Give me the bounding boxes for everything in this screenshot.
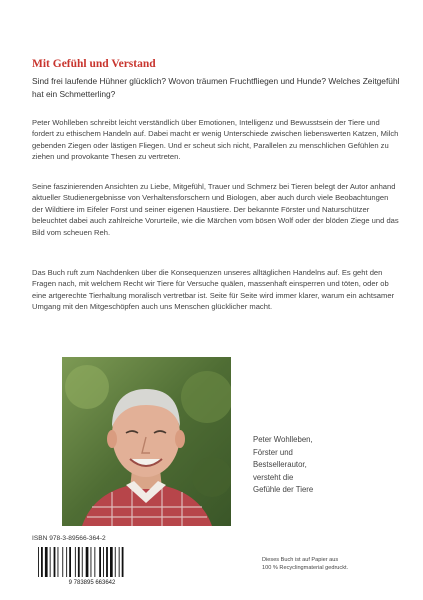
- barcode-bar: [45, 547, 48, 577]
- barcode-bar: [110, 547, 113, 577]
- barcode-bar: [78, 547, 80, 577]
- paragraph-2: Seine faszinierenden Ansichten zu Liebe, Mitgefühl, Trauer und Schmerz bei Tieren belegt der Autor anhand aktueller Studienergebnisse von Verhaltensforschern und Biologen, aber auch durch viele Beobachtungen der Wildtiere im Eifeler Forst und seiner eigenen Haustiere. Der bekannte Förster und Naturschützer beleuchtet dabei auch zahlreiche Vorurteile, wie die Märchen vom bösen Wolf oder der blöden Ziege und das Bild vom scheuen Reh.: [32, 182, 399, 237]
- barcode-bars: [38, 547, 124, 577]
- barcode-bar: [99, 547, 101, 577]
- author-portrait-illustration: [62, 357, 231, 526]
- barcode-bar: [66, 547, 67, 577]
- section-title: Mit Gefühl und Verstand: [32, 58, 156, 70]
- caption-line: Peter Wohlleben,: [253, 435, 313, 444]
- caption-line: versteht die: [253, 472, 294, 482]
- author-caption: [253, 434, 363, 497]
- isbn-label: ISBN 978-3-89566-364-2: [32, 535, 106, 542]
- recycling-note: [262, 556, 412, 572]
- caption-line: Förster und: [253, 447, 293, 457]
- paragraph-1: Peter Wohlleben schreibt leicht verständlich über Emotionen, Intelligenz und Bewusstsein der Tiere und fordert zu ethischem Handeln auf. Dabei macht er wenig Unterschiede zwischen liebenswerten Katzen, Milch gebenden Ziegen oder lästigen Fliegen. Und er scheut sich nicht, Parallelen zu menschlichen Gefühlen zu ziehen und provokante Thesen zu vertreten.: [32, 118, 399, 162]
- recycling-line: 100 % Recyclingmaterial gedruckt.: [262, 565, 349, 572]
- author-photo: [62, 357, 231, 526]
- barcode-bar: [115, 547, 116, 577]
- barcode-bar: [119, 547, 120, 577]
- barcode-bar: [50, 547, 51, 577]
- paragraph-3: Das Buch ruft zum Nachdenken über die Konsequenzen unseres alltäglichen Handelns auf. Es geht den Fragen nach, mit welchem Recht wir Tiere für Versuche quälen, massenhaft einsperren und töten, oder ob eine artgerechte Tierhaltung moralisch vertretbar ist. Seite für Seite wird immer klarer, warum ein achtsamer Umgang mit den Mitgeschöpfen auch uns Menschen glücklicher macht.: [32, 268, 395, 312]
- barcode: [32, 545, 152, 585]
- caption-line: Gefühle der Tiere: [253, 485, 314, 495]
- caption-line: Bestsellerautor,: [253, 460, 307, 470]
- barcode-bar: [103, 547, 104, 577]
- barcode-bar: [58, 547, 59, 577]
- barcode-bar: [38, 547, 39, 577]
- barcode-bar: [62, 547, 63, 577]
- barcode-bar: [41, 547, 43, 577]
- recycling-line: Dieses Buch ist auf Papier aus: [262, 557, 339, 563]
- barcode-bar: [54, 547, 56, 577]
- barcode-bar: [69, 547, 71, 577]
- barcode-bar: [106, 547, 108, 577]
- barcode-bar: [122, 547, 124, 577]
- barcode-bar: [94, 547, 95, 577]
- barcode-bar: [82, 547, 83, 577]
- lead-questions: Sind frei laufende Hühner glücklich? Wovon träumen Fruchtfliegen und Hunde? Welches Zeitgefühl hat ein Schmetterling?: [32, 76, 400, 99]
- barcode-bar: [75, 547, 76, 577]
- barcode-digits: 9 783895 663642: [68, 580, 116, 585]
- barcode-bar: [91, 547, 92, 577]
- barcode-bar: [86, 547, 89, 577]
